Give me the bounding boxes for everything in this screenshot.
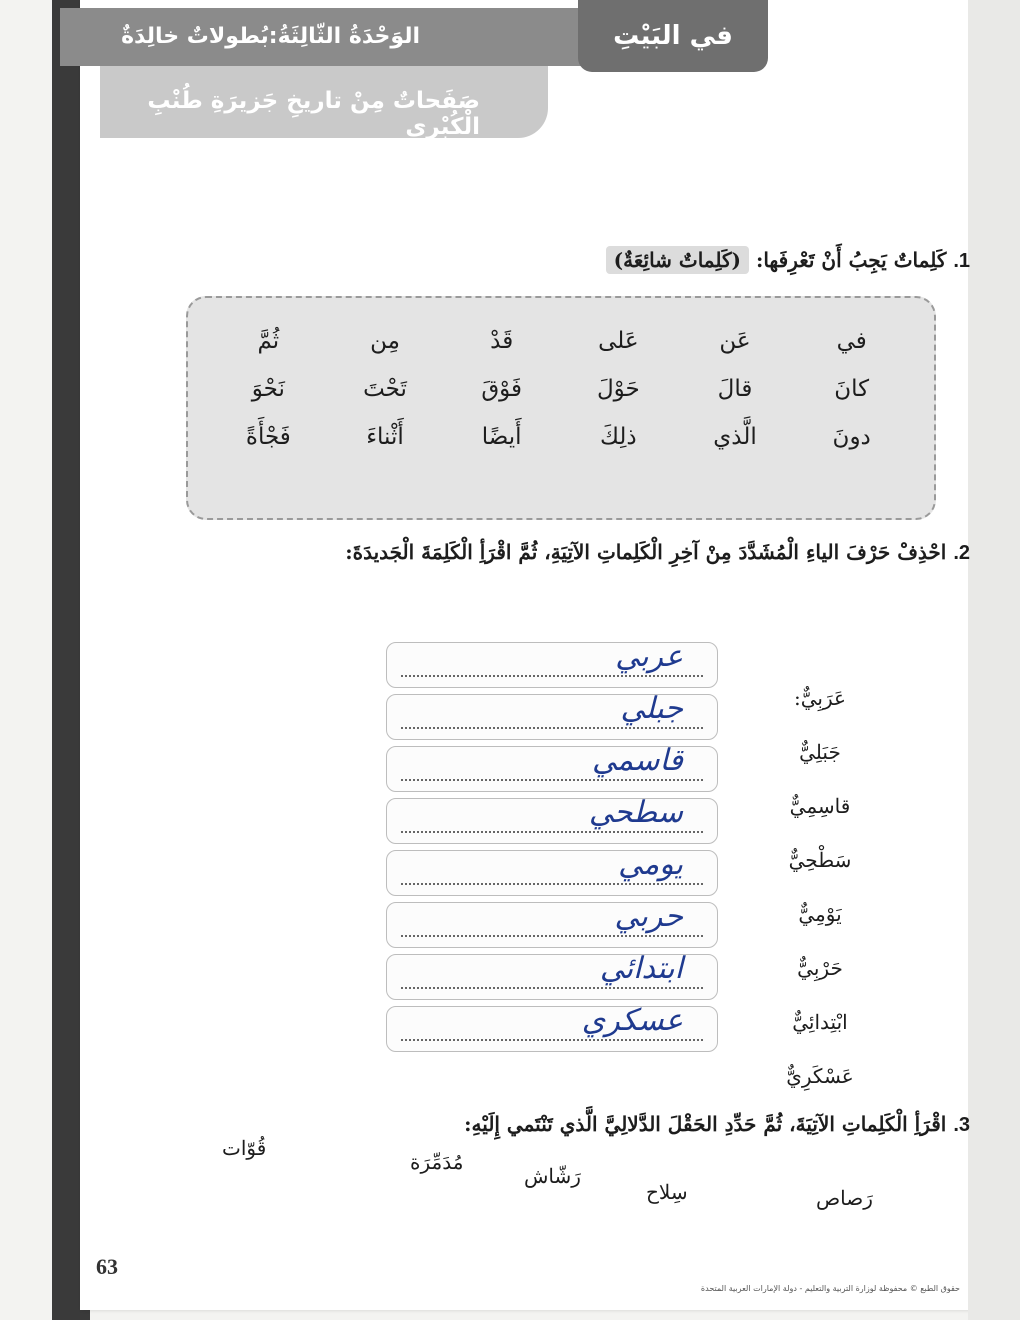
answer-dotted-line (401, 779, 703, 781)
source-word: عَرَبِيٌّ: (794, 686, 846, 710)
common-word: في (836, 328, 867, 354)
section1-number: 1. (953, 250, 970, 272)
source-word: ابْتِدائِيٌّ (792, 1010, 848, 1034)
common-word: أَثْناءَ (366, 424, 404, 450)
common-word: ذلِكَ (600, 424, 637, 450)
answer-box[interactable] (386, 639, 718, 688)
common-word: نَحْوَ (251, 376, 285, 402)
common-word: دونَ (832, 424, 871, 450)
field-word: رَصاص (816, 1186, 873, 1210)
source-word: قاسِمِيٌّ (789, 794, 851, 818)
source-word: حَرْبِيٌّ (797, 956, 843, 980)
handwritten-answer: عربي (615, 639, 683, 674)
common-word: مِن (370, 328, 400, 354)
section3-title: اقْرَأِ الْكَلِماتِ الآتِيَةَ، ثُمَّ حَدِّدِ الحَقْلَ الدَّلالِيَّ الَّذي تَنْتَمي إِلَيْهِ: (464, 1112, 947, 1136)
common-word: عَلى (598, 328, 639, 354)
answer-dotted-line (401, 1039, 703, 1041)
handwritten-answer: قاسمي (592, 743, 683, 778)
section2-heading (230, 540, 970, 565)
answer-dotted-line (401, 831, 703, 833)
common-word: تَحْتَ (363, 376, 407, 402)
field-word: مُدَمِّرَة (410, 1150, 464, 1174)
handwritten-answer: جبلي (620, 691, 683, 726)
section3-heading (300, 1112, 970, 1137)
section3-number: 3. (953, 1114, 970, 1136)
lesson-title: صَفَحاتٌ مِنْ تاريخِ جَزيرَةِ طُنْبِ الْكُبْرى (147, 88, 480, 140)
page-number: 63 (96, 1254, 118, 1279)
home-tab: في البَيْتِ (578, 0, 768, 72)
answer-dotted-line (401, 675, 703, 677)
source-word: سَطْحِيٌّ (788, 848, 852, 872)
common-word: أَيضًا (481, 424, 522, 450)
handwritten-answer: عسكري (581, 1003, 683, 1038)
common-word: قَدْ (490, 328, 514, 354)
unit-title: الوَحْدَةُ الثّالِثَةُ:بُطولاتٌ خالِدَةٌ (121, 24, 420, 49)
answer-dotted-line (401, 987, 703, 989)
field-word: رَشّاش (524, 1164, 581, 1188)
handwritten-answer: حربي (614, 899, 683, 934)
section2-number: 2. (953, 542, 970, 564)
copyright-footer: حقوق الطبع © محفوظة لوزارة التربية والتعليم - دولة الإمارات العربية المتحدة (700, 1284, 960, 1293)
answer-box[interactable] (386, 847, 718, 896)
answer-dotted-line (401, 935, 703, 937)
handwritten-answer: ابتدائي (599, 951, 683, 986)
common-words-grid (210, 328, 910, 450)
answer-box[interactable] (386, 743, 718, 792)
handwritten-answer: يومي (618, 847, 683, 882)
answer-box[interactable] (386, 795, 718, 844)
common-word: كانَ (834, 376, 870, 402)
common-word: قالَ (717, 376, 753, 402)
section2-title: احْذِفْ حَرْفَ الياءِ الْمُشَدَّدَ مِنْ آخِرِ الْكَلِماتِ الآتِيَةِ، ثُمَّ اقْرَأِ الْكَلِمَةَ الْجَديدَةَ: (345, 540, 947, 564)
answer-box[interactable] (386, 1003, 718, 1052)
common-word: ثُمَّ (257, 328, 280, 354)
source-word: عَسْكَرِيٌّ (786, 1064, 854, 1088)
common-word: حَوْلَ (596, 376, 640, 402)
field-word: سِلاح (646, 1180, 688, 1204)
common-word: عَن (719, 328, 751, 354)
answer-box[interactable] (386, 951, 718, 1000)
answer-dotted-line (401, 883, 703, 885)
common-word: فَوْقَ (481, 376, 523, 402)
source-word: جَبَلِيٌّ (799, 740, 841, 764)
section1-tag: (كَلِماتٌ شائِعَةٌ) (606, 246, 749, 274)
common-word: الَّذي (713, 424, 757, 450)
answer-dotted-line (401, 727, 703, 729)
answer-box[interactable] (386, 899, 718, 948)
section1-title: كَلِماتٌ يَجِبُ أَنْ تَعْرِفَها: (755, 248, 947, 272)
source-word: يَوْمِيٌّ (798, 902, 842, 926)
common-word: فَجْأَةً (245, 424, 291, 450)
handwritten-answer: سطحي (588, 795, 683, 830)
field-word: قُوّات (222, 1136, 267, 1160)
page-edge (968, 0, 1020, 1320)
section1-heading (230, 246, 970, 274)
answer-box[interactable] (386, 691, 718, 740)
